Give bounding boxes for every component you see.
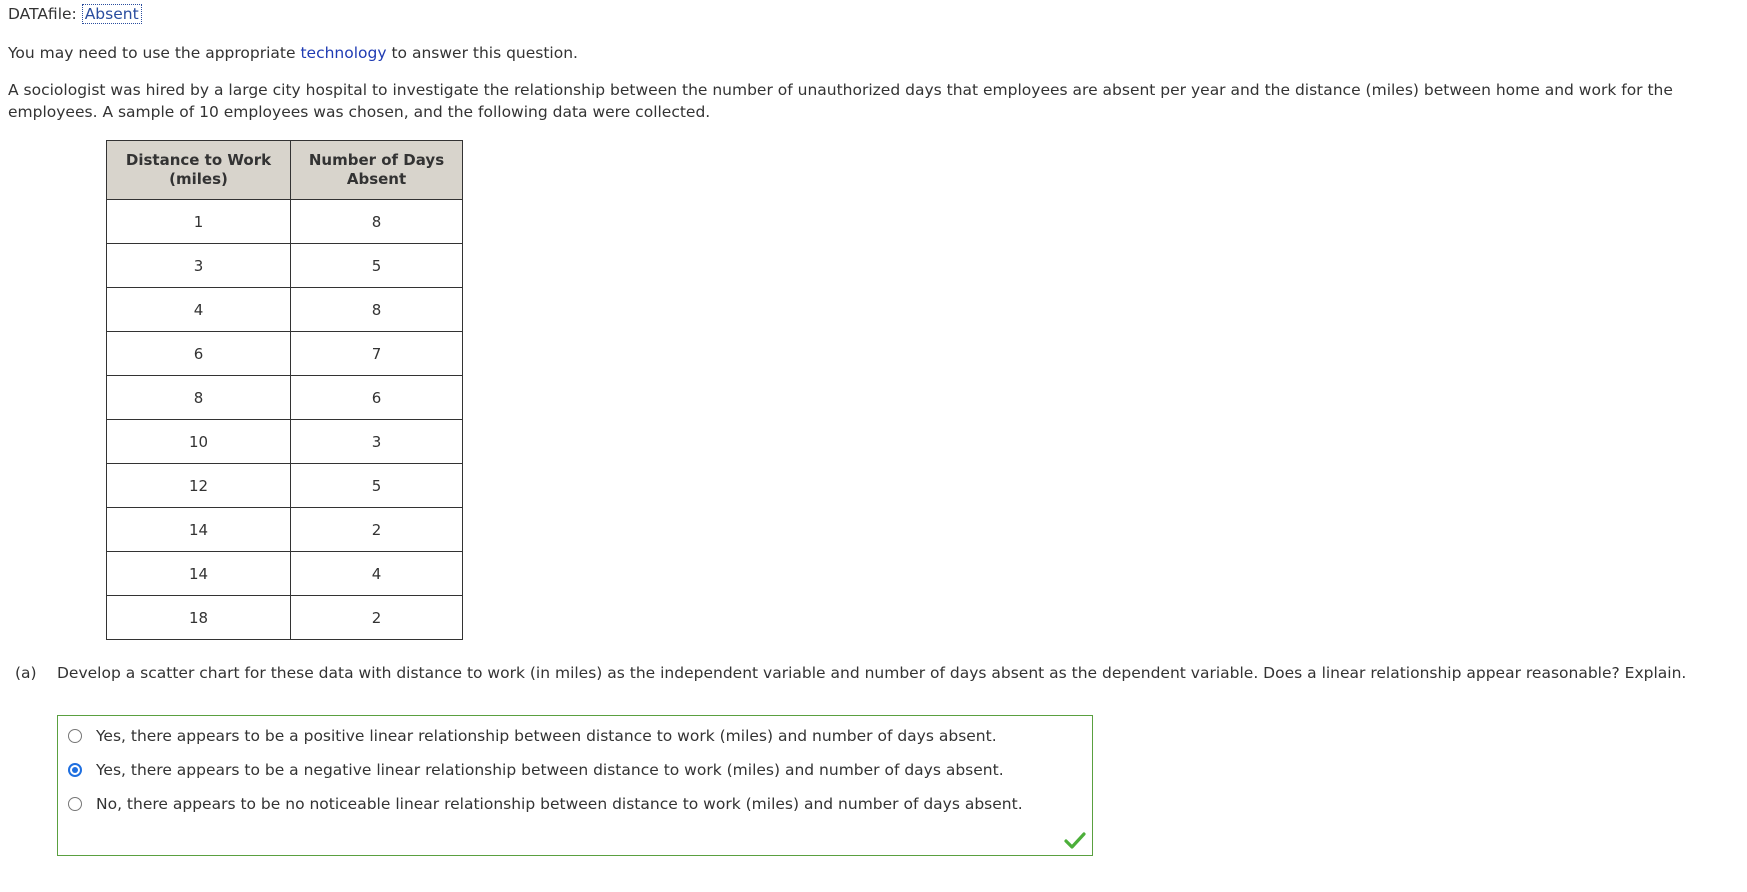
table-row [107,596,463,640]
option-no-linear[interactable] [68,794,1023,814]
days-absent-cell: 2 [291,508,463,552]
table-row [107,376,463,420]
header-distance-line1: Distance to Work [125,151,272,169]
data-table [106,140,463,640]
datafile-label: DATAfile: [8,5,82,23]
header-distance-line2: (miles) [169,170,228,188]
question-a-label: (a) [15,664,37,682]
table-row [107,332,463,376]
table-row [107,552,463,596]
days-absent-cell: 5 [291,244,463,288]
datafile-link[interactable]: Absent [82,4,142,24]
days-absent-cell: 7 [291,332,463,376]
days-absent-cell: 6 [291,376,463,420]
header-days-line1: Number of Days [308,151,445,169]
radio-button[interactable] [68,729,82,743]
table-row [107,420,463,464]
header-days-absent [291,141,463,200]
distance-cell: 10 [107,420,291,464]
answer-options-box [57,715,1093,856]
distance-cell: 18 [107,596,291,640]
header-distance [107,141,291,200]
days-absent-cell: 8 [291,200,463,244]
radio-button[interactable] [68,797,82,811]
days-absent-cell: 4 [291,552,463,596]
days-absent-cell: 3 [291,420,463,464]
radio-button[interactable] [68,763,82,777]
distance-cell: 3 [107,244,291,288]
option-label: Yes, there appears to be a positive linear relationship between distance to work (miles) and number of days absent. [96,727,997,745]
datafile-line [8,4,142,24]
distance-cell: 14 [107,508,291,552]
distance-cell: 14 [107,552,291,596]
table-row [107,200,463,244]
distance-cell: 12 [107,464,291,508]
days-absent-cell: 8 [291,288,463,332]
distance-cell: 6 [107,332,291,376]
check-icon [1064,831,1086,849]
table-row [107,508,463,552]
option-label: No, there appears to be no noticeable linear relationship between distance to work (miles) and number of days absent. [96,795,1023,813]
technology-note-after: to answer this question. [386,44,578,62]
days-absent-cell: 5 [291,464,463,508]
table-row [107,244,463,288]
option-negative-linear[interactable] [68,760,1004,780]
table-row [107,288,463,332]
distance-cell: 1 [107,200,291,244]
distance-cell: 8 [107,376,291,420]
option-positive-linear[interactable] [68,726,997,746]
header-days-line2: Absent [346,170,407,188]
distance-cell: 4 [107,288,291,332]
problem-intro: A sociologist was hired by a large city hospital to investigate the relationship between the number of unauthorized days that employees are absent per year and the distance (miles) between home and work for the employees. A sample of 10 employees was chosen, and the following data were collected. [8,81,1673,121]
question-a [15,662,1735,684]
table-row [107,464,463,508]
technology-note [8,43,578,63]
days-absent-cell: 2 [291,596,463,640]
question-a-text: Develop a scatter chart for these data with distance to work (in miles) as the independent variable and number of days absent as the dependent variable. Does a linear relationship appear reasonable? Explain. [57,664,1687,682]
technology-note-before: You may need to use the appropriate [8,44,301,62]
technology-link[interactable]: technology [300,44,387,62]
option-label: Yes, there appears to be a negative linear relationship between distance to work (miles) and number of days absent. [96,761,1004,779]
table-header-row [107,141,463,200]
